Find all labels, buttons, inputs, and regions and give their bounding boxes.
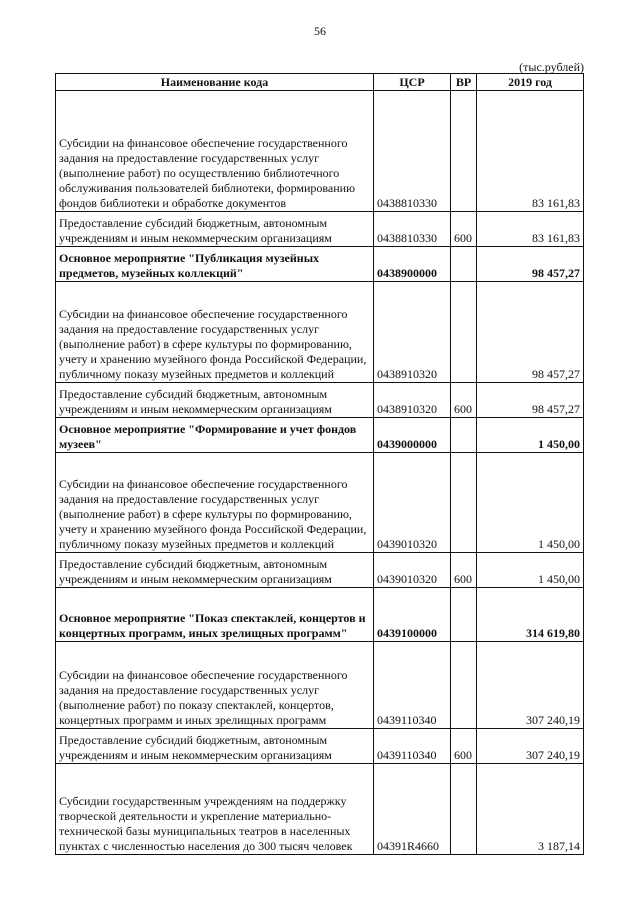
row-csr: 04391R4660 [374, 764, 451, 855]
table-row [56, 91, 584, 212]
row-csr: 0439110340 [374, 729, 451, 764]
row-csr: 0439010320 [374, 553, 451, 588]
row-name: Субсидии на финансовое обеспечение государственного задания на предоставление государственных услуг (выполнение работ) по показу спектаклей, концертов, концертных программ и иных зрелищных программ [56, 642, 374, 729]
row-name: Основное мероприятие "Формирование и учет фондов музеев" [56, 418, 374, 453]
row-name: Основное мероприятие "Показ спектаклей, концертов и концертных программ, иных зрелищных программ" [56, 588, 374, 642]
row-name: Предоставление субсидий бюджетным, автономным учреждениям и иным некоммерческим организациям [56, 553, 374, 588]
header-csr: ЦСР [374, 74, 451, 91]
row-vr [451, 247, 477, 282]
row-name: Основное мероприятие "Публикация музейных предметов, музейных коллекций" [56, 247, 374, 282]
row-amount: 314 619,80 [477, 588, 584, 642]
row-vr: 600 [451, 729, 477, 764]
row-amount: 1 450,00 [477, 553, 584, 588]
row-csr: 0438900000 [374, 247, 451, 282]
row-csr: 0438810330 [374, 212, 451, 247]
table-row [56, 764, 584, 855]
budget-table [55, 73, 584, 855]
table-row [56, 729, 584, 764]
table-row [56, 553, 584, 588]
row-name: Субсидии государственным учреждениям на поддержку творческой деятельности и укрепление материально-технической базы муниципальных театров в населенных пунктах с численностью населения до 300 тысяч человек [56, 764, 374, 855]
row-amount: 98 457,27 [477, 383, 584, 418]
row-vr [451, 764, 477, 855]
row-amount: 83 161,83 [477, 212, 584, 247]
row-csr: 0438910320 [374, 383, 451, 418]
row-csr: 0439000000 [374, 418, 451, 453]
row-amount: 3 187,14 [477, 764, 584, 855]
row-vr [451, 642, 477, 729]
row-vr [451, 282, 477, 383]
row-amount: 1 450,00 [477, 418, 584, 453]
table-row [56, 642, 584, 729]
row-csr: 0438810330 [374, 91, 451, 212]
row-amount: 307 240,19 [477, 729, 584, 764]
row-amount: 98 457,27 [477, 282, 584, 383]
page-number: 56 [314, 24, 326, 38]
row-vr: 600 [451, 553, 477, 588]
row-vr [451, 588, 477, 642]
table-row [56, 383, 584, 418]
row-amount: 98 457,27 [477, 247, 584, 282]
header-year: 2019 год [477, 74, 584, 91]
row-vr: 600 [451, 212, 477, 247]
row-name: Предоставление субсидий бюджетным, автономным учреждениям и иным некоммерческим организациям [56, 729, 374, 764]
table-row-section [56, 588, 584, 642]
header-vr: ВР [451, 74, 477, 91]
row-name: Субсидии на финансовое обеспечение государственного задания на предоставление государственных услуг (выполнение работ) в сфере культуры по формированию, учету и хранению музейного фонда Российской Федерации, публичному показу музейных предметов и коллекций [56, 282, 374, 383]
row-csr: 0439010320 [374, 453, 451, 553]
row-csr: 0439100000 [374, 588, 451, 642]
row-csr: 0439110340 [374, 642, 451, 729]
table-row [56, 212, 584, 247]
row-amount: 1 450,00 [477, 453, 584, 553]
table-row-section [56, 247, 584, 282]
table-row [56, 453, 584, 553]
table-header-row [56, 74, 584, 91]
row-csr: 0438910320 [374, 282, 451, 383]
row-name: Предоставление субсидий бюджетным, автономным учреждениям и иным некоммерческим организациям [56, 212, 374, 247]
row-vr: 600 [451, 383, 477, 418]
units-label: (тыс.рублей) [519, 60, 584, 74]
row-amount: 83 161,83 [477, 91, 584, 212]
row-amount: 307 240,19 [477, 642, 584, 729]
table-row [56, 282, 584, 383]
row-vr [451, 418, 477, 453]
row-vr [451, 91, 477, 212]
header-name: Наименование кода [56, 74, 374, 91]
row-name: Субсидии на финансовое обеспечение государственного задания на предоставление государственных услуг (выполнение работ) по осуществлению библиотечного обслуживания пользователей библиотеки, формированию фондов библиотеки и обработке документов [56, 91, 374, 212]
row-vr [451, 453, 477, 553]
table-row-section [56, 418, 584, 453]
row-name: Предоставление субсидий бюджетным, автономным учреждениям и иным некоммерческим организациям [56, 383, 374, 418]
row-name: Субсидии на финансовое обеспечение государственного задания на предоставление государственных услуг (выполнение работ) в сфере культуры по формированию, учету и хранению музейного фонда Российской Федерации, публичному показу музейных предметов и коллекций [56, 453, 374, 553]
